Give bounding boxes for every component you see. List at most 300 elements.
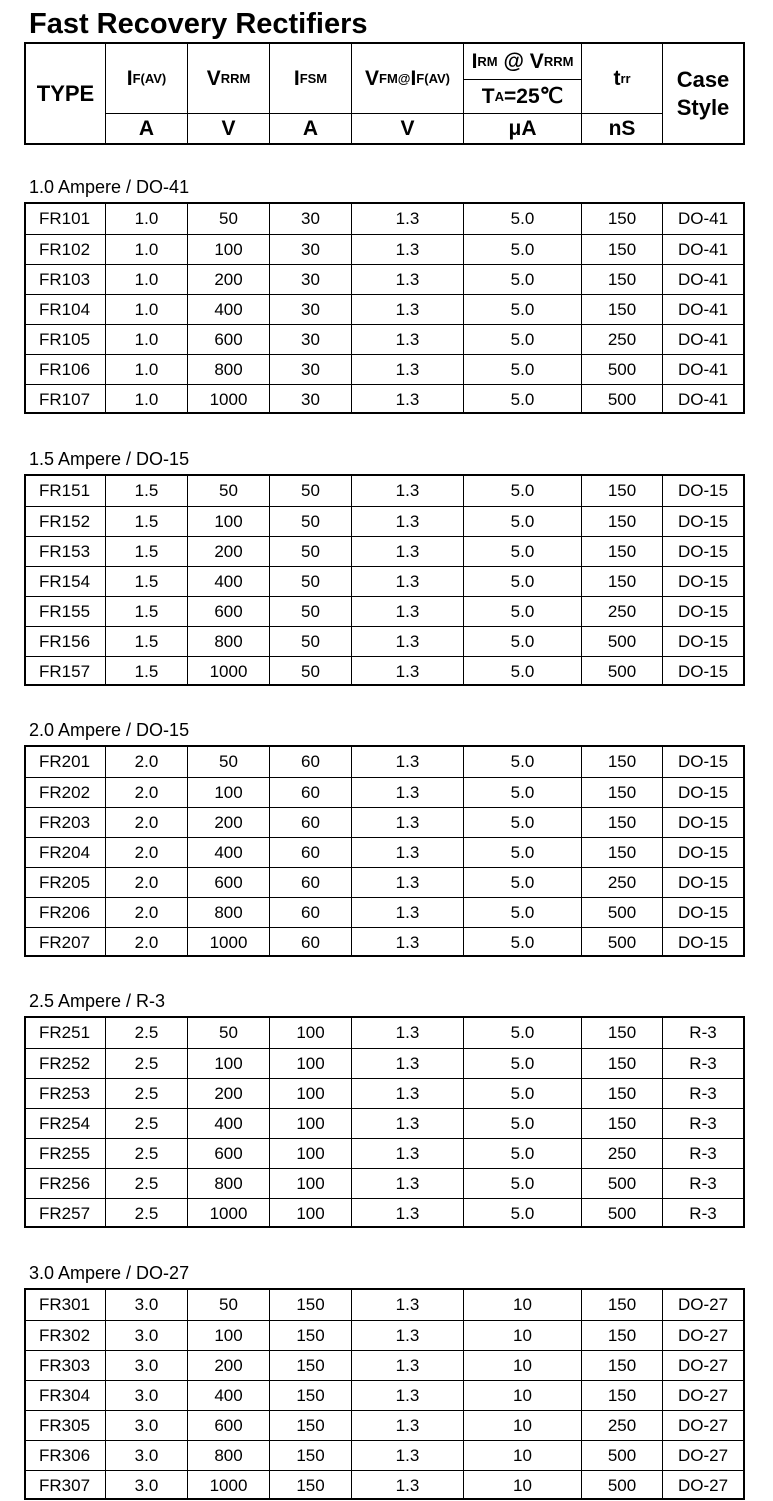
cell-irm: 10	[513, 1356, 532, 1375]
cell-ifsm: 60	[301, 783, 320, 802]
unit-trr: nS	[608, 116, 636, 140]
cell-vrrm: 100	[214, 240, 243, 259]
table-row	[26, 354, 743, 385]
cell-vrrm: 400	[214, 843, 243, 862]
header-if-av: I F(AV)	[126, 66, 167, 90]
cell-irm: 5.0	[510, 1084, 535, 1103]
table-row	[26, 656, 743, 687]
cell-vfm: 1.3	[395, 1084, 420, 1103]
header-irm-condition: T A =25℃	[481, 84, 564, 108]
cell-case-style: DO-41	[677, 270, 729, 289]
cell-trr: 500	[607, 390, 637, 409]
cell-ifsm: 30	[301, 330, 320, 349]
cell-vrrm: 800	[214, 360, 243, 379]
cell-ifsm: 100	[296, 1084, 325, 1103]
table-row	[26, 596, 743, 627]
table-row	[26, 927, 743, 958]
section-label: 3.0 Ampere / DO-27	[29, 1263, 190, 1283]
table-row	[26, 566, 743, 597]
cell-if-av: 3.0	[134, 1446, 159, 1465]
cell-type: FR255	[39, 1144, 91, 1163]
table-row	[26, 1108, 743, 1139]
cell-type: FR104	[39, 300, 91, 319]
cell-irm: 5.0	[510, 813, 535, 832]
unit-ifsm: A	[302, 116, 319, 140]
cell-if-av: 1.5	[134, 632, 159, 651]
cell-if-av: 2.5	[134, 1174, 159, 1193]
cell-irm: 10	[513, 1386, 532, 1405]
cell-vfm: 1.3	[395, 632, 420, 651]
cell-vrrm: 800	[214, 1174, 243, 1193]
cell-case-style: DO-15	[677, 752, 729, 771]
cell-if-av: 1.5	[134, 572, 159, 591]
cell-if-av: 3.0	[134, 1326, 159, 1345]
cell-vfm: 1.3	[395, 1386, 420, 1405]
cell-trr: 150	[607, 209, 637, 228]
cell-trr: 250	[607, 1416, 637, 1435]
cell-irm: 5.0	[510, 1204, 535, 1223]
cell-irm: 10	[513, 1295, 532, 1314]
cell-if-av: 2.0	[134, 903, 159, 922]
cell-trr: 500	[607, 1174, 637, 1193]
cell-trr: 150	[607, 300, 637, 319]
cell-if-av: 2.5	[134, 1114, 159, 1133]
cell-irm: 5.0	[510, 1174, 535, 1193]
cell-vfm: 1.3	[395, 1054, 420, 1073]
cell-vrrm: 400	[214, 1114, 243, 1133]
cell-vfm: 1.3	[395, 360, 420, 379]
cell-if-av: 1.5	[134, 542, 159, 561]
cell-type: FR156	[39, 632, 91, 651]
table-row	[26, 1410, 743, 1441]
cell-case-style: R-3	[689, 1204, 717, 1223]
cell-vfm: 1.3	[395, 1295, 420, 1314]
cell-vrrm: 200	[214, 542, 243, 561]
cell-trr: 500	[607, 933, 637, 952]
table-row	[26, 807, 743, 838]
table-row	[26, 777, 743, 808]
cell-type: FR106	[39, 360, 91, 379]
cell-type: FR252	[39, 1054, 91, 1073]
cell-irm: 5.0	[510, 1023, 535, 1042]
cell-ifsm: 100	[296, 1144, 325, 1163]
cell-vrrm: 800	[214, 903, 243, 922]
cell-ifsm: 150	[296, 1386, 325, 1405]
cell-case-style: DO-15	[677, 783, 729, 802]
cell-if-av: 2.0	[134, 873, 159, 892]
cell-ifsm: 100	[296, 1174, 325, 1193]
cell-ifsm: 50	[301, 662, 320, 681]
cell-case-style: DO-41	[677, 240, 729, 259]
cell-ifsm: 60	[301, 903, 320, 922]
cell-vrrm: 50	[219, 1023, 238, 1042]
cell-if-av: 2.0	[134, 783, 159, 802]
cell-trr: 150	[607, 542, 637, 561]
cell-vrrm: 600	[214, 602, 243, 621]
cell-if-av: 1.0	[134, 390, 159, 409]
cell-vfm: 1.3	[395, 542, 420, 561]
cell-ifsm: 150	[296, 1326, 325, 1345]
cell-if-av: 2.0	[134, 843, 159, 862]
cell-ifsm: 100	[296, 1204, 325, 1223]
cell-ifsm: 50	[301, 512, 320, 531]
table-row	[26, 384, 743, 415]
cell-type: FR101	[39, 209, 91, 228]
cell-vfm: 1.3	[395, 1114, 420, 1133]
cell-vrrm: 100	[214, 783, 243, 802]
cell-irm: 5.0	[510, 752, 535, 771]
cell-ifsm: 60	[301, 933, 320, 952]
cell-ifsm: 60	[301, 873, 320, 892]
table-row	[26, 1380, 743, 1411]
cell-if-av: 1.5	[134, 512, 159, 531]
cell-vfm: 1.3	[395, 512, 420, 531]
cell-if-av: 2.5	[134, 1084, 159, 1103]
cell-case-style: DO-15	[677, 813, 729, 832]
cell-trr: 150	[607, 1356, 637, 1375]
cell-case-style: DO-15	[677, 873, 729, 892]
cell-case-style: DO-15	[677, 572, 729, 591]
unit-vfm: V	[400, 116, 415, 140]
cell-vrrm: 100	[214, 512, 243, 531]
cell-trr: 500	[607, 1204, 637, 1223]
cell-vrrm: 1000	[209, 662, 248, 681]
cell-ifsm: 30	[301, 360, 320, 379]
table-row	[26, 1168, 743, 1199]
cell-case-style: DO-27	[677, 1416, 729, 1435]
cell-type: FR307	[39, 1476, 91, 1495]
cell-case-style: DO-27	[677, 1326, 729, 1345]
cell-ifsm: 100	[296, 1054, 325, 1073]
cell-vfm: 1.3	[395, 300, 420, 319]
header-trr: t rr	[613, 66, 631, 90]
cell-vfm: 1.3	[395, 903, 420, 922]
cell-vfm: 1.3	[395, 873, 420, 892]
cell-irm: 10	[513, 1326, 532, 1345]
cell-if-av: 1.0	[134, 240, 159, 259]
cell-case-style: DO-27	[677, 1295, 729, 1314]
table-row	[26, 294, 743, 325]
cell-type: FR157	[39, 662, 91, 681]
section-label: 1.5 Ampere / DO-15	[29, 449, 190, 469]
cell-case-style: DO-27	[677, 1446, 729, 1465]
cell-vrrm: 400	[214, 300, 243, 319]
cell-irm: 5.0	[510, 512, 535, 531]
cell-vrrm: 800	[214, 1446, 243, 1465]
cell-if-av: 2.5	[134, 1144, 159, 1163]
cell-vfm: 1.3	[395, 1174, 420, 1193]
table-row	[26, 1078, 743, 1109]
table-row	[26, 897, 743, 928]
cell-case-style: R-3	[689, 1114, 717, 1133]
cell-ifsm: 150	[296, 1416, 325, 1435]
data-table	[24, 474, 745, 686]
cell-vfm: 1.3	[395, 209, 420, 228]
cell-trr: 150	[607, 813, 637, 832]
cell-vfm: 1.3	[395, 933, 420, 952]
cell-if-av: 1.5	[134, 662, 159, 681]
cell-irm: 5.0	[510, 481, 535, 500]
cell-irm: 5.0	[510, 632, 535, 651]
data-table	[24, 1016, 745, 1228]
cell-irm: 5.0	[510, 843, 535, 862]
section-label: 2.5 Ampere / R-3	[29, 991, 166, 1011]
cell-vfm: 1.3	[395, 240, 420, 259]
cell-ifsm: 60	[301, 752, 320, 771]
cell-type: FR154	[39, 572, 91, 591]
cell-trr: 150	[607, 481, 637, 500]
cell-ifsm: 60	[301, 843, 320, 862]
cell-irm: 5.0	[510, 1114, 535, 1133]
cell-irm: 5.0	[510, 903, 535, 922]
cell-vrrm: 1000	[209, 933, 248, 952]
cell-case-style: R-3	[689, 1144, 717, 1163]
header-case-style: Case Style	[676, 66, 730, 120]
table-row	[26, 1018, 743, 1048]
cell-case-style: DO-27	[677, 1356, 729, 1375]
cell-ifsm: 50	[301, 632, 320, 651]
header-type: TYPE	[36, 80, 95, 106]
cell-type: FR201	[39, 752, 91, 771]
cell-irm: 5.0	[510, 270, 535, 289]
cell-vrrm: 400	[214, 1386, 243, 1405]
cell-irm: 5.0	[510, 209, 535, 228]
cell-type: FR105	[39, 330, 91, 349]
cell-ifsm: 50	[301, 572, 320, 591]
cell-trr: 150	[607, 1114, 637, 1133]
cell-ifsm: 50	[301, 542, 320, 561]
cell-vrrm: 100	[214, 1326, 243, 1345]
cell-trr: 150	[607, 1386, 637, 1405]
cell-type: FR155	[39, 602, 91, 621]
table-row	[26, 747, 743, 777]
unit-vrrm: V	[221, 116, 236, 140]
cell-if-av: 1.5	[134, 481, 159, 500]
cell-irm: 5.0	[510, 1144, 535, 1163]
cell-vfm: 1.3	[395, 572, 420, 591]
cell-ifsm: 30	[301, 300, 320, 319]
cell-type: FR206	[39, 903, 91, 922]
cell-trr: 250	[607, 873, 637, 892]
data-table	[24, 202, 745, 414]
header-vrrm: V RRM	[206, 66, 251, 90]
cell-if-av: 2.5	[134, 1023, 159, 1042]
cell-type: FR253	[39, 1084, 91, 1103]
cell-type: FR153	[39, 542, 91, 561]
cell-vrrm: 200	[214, 1084, 243, 1103]
cell-vfm: 1.3	[395, 270, 420, 289]
cell-type: FR202	[39, 783, 91, 802]
cell-vfm: 1.3	[395, 1144, 420, 1163]
table-row	[26, 506, 743, 537]
cell-irm: 5.0	[510, 783, 535, 802]
cell-type: FR304	[39, 1386, 91, 1405]
table-row	[26, 1470, 743, 1501]
cell-case-style: DO-15	[677, 481, 729, 500]
cell-trr: 150	[607, 783, 637, 802]
cell-irm: 10	[513, 1476, 532, 1495]
cell-if-av: 1.0	[134, 360, 159, 379]
unit-if-av: A	[138, 116, 155, 140]
cell-ifsm: 150	[296, 1476, 325, 1495]
table-row	[26, 476, 743, 506]
cell-vrrm: 100	[214, 1054, 243, 1073]
cell-trr: 500	[607, 903, 637, 922]
cell-ifsm: 30	[301, 209, 320, 228]
cell-vfm: 1.3	[395, 1416, 420, 1435]
cell-vrrm: 600	[214, 1416, 243, 1435]
cell-trr: 500	[607, 632, 637, 651]
cell-irm: 5.0	[510, 1054, 535, 1073]
cell-vrrm: 600	[214, 330, 243, 349]
cell-trr: 150	[607, 240, 637, 259]
header-ifsm: I FSM	[293, 66, 328, 90]
cell-if-av: 3.0	[134, 1356, 159, 1375]
table-row	[26, 536, 743, 567]
header-vfm: V FM@ I F(AV)	[364, 66, 450, 90]
cell-vfm: 1.3	[395, 783, 420, 802]
cell-case-style: DO-41	[677, 360, 729, 379]
cell-if-av: 3.0	[134, 1295, 159, 1314]
cell-ifsm: 100	[296, 1023, 325, 1042]
cell-vfm: 1.3	[395, 843, 420, 862]
cell-type: FR251	[39, 1023, 91, 1042]
cell-vfm: 1.3	[395, 1023, 420, 1042]
table-row	[26, 1440, 743, 1471]
cell-trr: 250	[607, 602, 637, 621]
cell-vfm: 1.3	[395, 1204, 420, 1223]
cell-irm: 5.0	[510, 933, 535, 952]
cell-case-style: R-3	[689, 1054, 717, 1073]
cell-vrrm: 200	[214, 813, 243, 832]
cell-type: FR303	[39, 1356, 91, 1375]
cell-vfm: 1.3	[395, 330, 420, 349]
cell-case-style: DO-15	[677, 602, 729, 621]
data-table	[24, 745, 745, 957]
cell-type: FR302	[39, 1326, 91, 1345]
cell-case-style: R-3	[689, 1023, 717, 1042]
table-row	[26, 1198, 743, 1229]
page-title: Fast Recovery Rectifiers	[29, 8, 368, 40]
cell-trr: 500	[607, 1446, 637, 1465]
cell-vfm: 1.3	[395, 1446, 420, 1465]
cell-trr: 500	[607, 1476, 637, 1495]
table-row	[26, 1320, 743, 1351]
cell-vrrm: 1000	[209, 1476, 248, 1495]
table-row	[26, 837, 743, 868]
cell-vrrm: 50	[219, 1295, 238, 1314]
cell-vrrm: 400	[214, 572, 243, 591]
table-row	[26, 1290, 743, 1320]
cell-vrrm: 200	[214, 1356, 243, 1375]
header-irm: I RM @ V RRM	[471, 49, 574, 73]
cell-ifsm: 150	[296, 1446, 325, 1465]
cell-trr: 150	[607, 1326, 637, 1345]
cell-trr: 150	[607, 1084, 637, 1103]
cell-irm: 5.0	[510, 873, 535, 892]
cell-if-av: 1.0	[134, 209, 159, 228]
cell-vrrm: 50	[219, 209, 238, 228]
cell-type: FR102	[39, 240, 91, 259]
cell-irm: 5.0	[510, 240, 535, 259]
cell-ifsm: 60	[301, 813, 320, 832]
cell-if-av: 1.0	[134, 330, 159, 349]
cell-irm: 5.0	[510, 602, 535, 621]
table-row	[26, 626, 743, 657]
cell-case-style: DO-15	[677, 542, 729, 561]
table-row	[26, 234, 743, 265]
cell-if-av: 1.5	[134, 602, 159, 621]
cell-vrrm: 800	[214, 632, 243, 651]
cell-case-style: DO-15	[677, 662, 729, 681]
cell-type: FR152	[39, 512, 91, 531]
cell-vfm: 1.3	[395, 813, 420, 832]
cell-case-style: DO-41	[677, 209, 729, 228]
cell-case-style: DO-41	[677, 390, 729, 409]
cell-trr: 500	[607, 662, 637, 681]
cell-type: FR257	[39, 1204, 91, 1223]
cell-case-style: DO-27	[677, 1476, 729, 1495]
cell-vfm: 1.3	[395, 662, 420, 681]
cell-type: FR203	[39, 813, 91, 832]
section-label: 1.0 Ampere / DO-41	[29, 177, 190, 197]
cell-type: FR256	[39, 1174, 91, 1193]
cell-irm: 5.0	[510, 662, 535, 681]
table-row	[26, 1048, 743, 1079]
cell-case-style: DO-27	[677, 1386, 729, 1405]
table-row	[26, 324, 743, 355]
cell-vrrm: 50	[219, 752, 238, 771]
cell-trr: 150	[607, 512, 637, 531]
cell-type: FR103	[39, 270, 91, 289]
cell-vfm: 1.3	[395, 1476, 420, 1495]
cell-type: FR207	[39, 933, 91, 952]
cell-type: FR306	[39, 1446, 91, 1465]
cell-vrrm: 1000	[209, 390, 248, 409]
cell-if-av: 2.0	[134, 813, 159, 832]
cell-type: FR254	[39, 1114, 91, 1133]
cell-case-style: DO-15	[677, 632, 729, 651]
header-table	[24, 42, 745, 145]
table-row	[26, 1350, 743, 1381]
cell-case-style: R-3	[689, 1084, 717, 1103]
cell-type: FR301	[39, 1295, 91, 1314]
cell-type: FR107	[39, 390, 91, 409]
cell-ifsm: 30	[301, 240, 320, 259]
cell-type: FR305	[39, 1416, 91, 1435]
cell-vfm: 1.3	[395, 481, 420, 500]
cell-vrrm: 50	[219, 481, 238, 500]
cell-case-style: DO-15	[677, 903, 729, 922]
table-row	[26, 264, 743, 295]
cell-vfm: 1.3	[395, 752, 420, 771]
cell-trr: 250	[607, 330, 637, 349]
cell-vrrm: 600	[214, 873, 243, 892]
cell-irm: 10	[513, 1446, 532, 1465]
cell-irm: 5.0	[510, 360, 535, 379]
cell-vfm: 1.3	[395, 1356, 420, 1375]
cell-trr: 500	[607, 360, 637, 379]
cell-case-style: DO-15	[677, 933, 729, 952]
cell-trr: 150	[607, 752, 637, 771]
cell-ifsm: 150	[296, 1295, 325, 1314]
section-label: 2.0 Ampere / DO-15	[29, 720, 190, 740]
cell-ifsm: 30	[301, 270, 320, 289]
cell-ifsm: 100	[296, 1114, 325, 1133]
cell-type: FR205	[39, 873, 91, 892]
cell-ifsm: 30	[301, 390, 320, 409]
cell-if-av: 1.0	[134, 270, 159, 289]
